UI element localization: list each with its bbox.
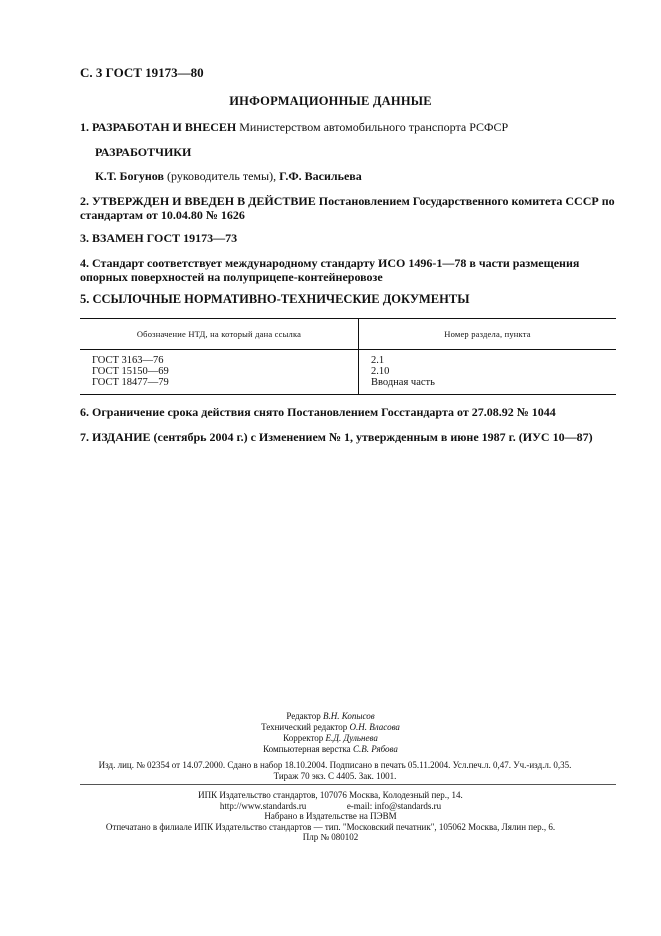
layout-name: С.В. Рябова [352, 744, 398, 754]
divider [80, 784, 616, 785]
item-edition: 7. ИЗДАНИЕ (сентябрь 2004 г.) с Изменением № 1, утвержденным в июне 1987 г. (ИУС 10—87) [80, 430, 593, 444]
tech-editor-name: О.Н. Власова [349, 722, 400, 732]
item-conformity: 4. Стандарт соответствует международному стандарту ИСО 1496-1—78 в части размещения опорных поверхностей на полуприцепе-контейнеровозе [80, 256, 580, 284]
imprint-credits [0, 711, 661, 755]
document-ref: ГОСТ 15150—69 [92, 366, 169, 377]
table-row [80, 350, 616, 395]
developer-role-1: (руководитель темы), [163, 169, 280, 183]
document-ref: ГОСТ 18477—79 [92, 377, 169, 388]
document-ref: ГОСТ 3163—76 [92, 355, 164, 366]
documents-cell [80, 350, 359, 395]
printer-info [0, 790, 661, 843]
references-table [80, 318, 616, 395]
layout-line: Компьютерная верстка С.В. Рябова [263, 744, 398, 754]
developers-list [95, 169, 620, 183]
item-limitation: 6. Ограничение срока действия снято Постановлением Госстандарта от 27.08.92 № 1044 [80, 405, 556, 419]
typeset-note: Набрано в Издательстве на ПЭВМ [264, 811, 397, 821]
corrector-line: Корректор Е.Д. Дульнева [283, 733, 378, 743]
editor-name: В.Н. Копысов [323, 711, 375, 721]
license-number: Плр № 080102 [302, 832, 359, 842]
developed-text: Министерством автомобильного транспорта РСФСР [236, 120, 509, 134]
publisher-contacts [0, 801, 661, 812]
publication-line-2: Тираж 70 экз. С 4405. Зак. 1001. [273, 771, 397, 781]
item-developed [80, 120, 620, 134]
publisher-email[interactable]: e-mail: info@standards.ru [346, 800, 442, 811]
page-header: С. 3 ГОСТ 19173—80 [80, 65, 204, 80]
printed-note: Отпечатано в филиале ИПК Издательство стандартов — тип. "Московский печатник", 105062 Москва, Лялин пер., 6. [105, 821, 556, 832]
item-references-heading: 5. ССЫЛОЧНЫЕ НОРМАТИВНО-ТЕХНИЧЕСКИЕ ДОКУМЕНТЫ [80, 292, 470, 306]
publisher-url[interactable]: http://www.standards.ru [219, 800, 307, 811]
section-ref: 2.1 [371, 355, 385, 366]
editor-line: Редактор В.Н. Копысов [286, 711, 375, 721]
sections-cell [359, 350, 617, 395]
column-header-document: Обозначение НТД, на который дана ссылка [80, 319, 359, 350]
corrector-name: Е.Д. Дульнева [325, 733, 378, 743]
item-replaced: 3. ВЗАМЕН ГОСТ 19173—73 [80, 231, 238, 245]
developer-name-2: Г.Ф. Васильева [279, 169, 362, 183]
publisher-address: ИПК Издательство стандартов, 107076 Москва, Колодезный пер., 14. [198, 790, 463, 800]
approved-text: Постановлением Государственного комитета СССР по стандартам от 10.04.80 № 1626 [80, 194, 615, 222]
item-approved [80, 194, 620, 222]
approved-label: 2. УТВЕРЖДЕН И ВВЕДЕН В ДЕЙСТВИЕ [80, 194, 316, 208]
section-ref: 2.10 [371, 366, 390, 377]
developers-heading: РАЗРАБОТЧИКИ [95, 145, 192, 159]
developed-label: 1. РАЗРАБОТАН И ВНЕСЕН [80, 120, 237, 134]
developer-name-1: К.Т. Богунов [95, 169, 164, 183]
publication-line-1: Изд. лиц. № 02354 от 14.07.2000. Сдано в набор 18.10.2004. Подписано в печать 05.11.2004. Усл.печ.л. 0,47. Уч.-изд.л. 0,35. [98, 760, 572, 770]
section-ref: Вводная часть [371, 377, 435, 388]
publication-data [70, 760, 600, 782]
document-title: ИНФОРМАЦИОННЫЕ ДАННЫЕ [229, 94, 432, 108]
column-header-section: Номер раздела, пункта [359, 319, 617, 350]
table-header-row [80, 319, 616, 350]
tech-editor-line: Технический редактор О.Н. Власова [261, 722, 400, 732]
